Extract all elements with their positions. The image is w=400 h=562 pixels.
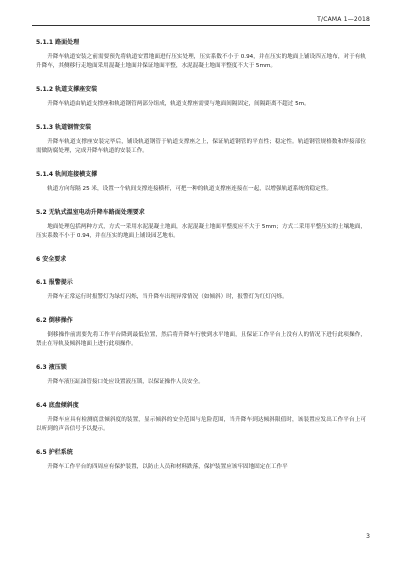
section-paragraph: 地面处理包括两种方式，方式一采用水泥混凝土地面，水泥混凝土地面平整度应不大于 5mm；方式二采用平整压实的土壤地面，压实系数不小于 0.94，并在压实的地面上铺设园艺地布。: [36, 224, 366, 239]
section: [36, 448, 366, 472]
section-heading: 6.5 护栏系统: [36, 449, 73, 456]
header-rule: [32, 25, 370, 26]
section: [36, 123, 366, 156]
section-heading: 5.1.4 轨间连接横支撑: [36, 171, 98, 178]
section-paragraph: 升降车应具有检测底盘倾斜度的装置，显示倾斜的安全范围与危险范围，当升降车到达倾斜限值时，该装置应发出工作平台上可以听到的声音信号予以提示。: [36, 417, 366, 432]
section-paragraph: 升降车工作平台的四周应有保护装置，以防止人员和材料跌落，保护装置应该牢固地固定在工作平: [47, 464, 288, 470]
section: [36, 316, 366, 349]
section: [36, 401, 366, 434]
section: [36, 278, 366, 302]
section-heading: 6.2 倒移操作: [36, 317, 73, 324]
section-heading: 6.4 底盘倾斜度: [36, 402, 79, 409]
section-paragraph: 升降车正常运行时报警灯为绿灯闪烁，当升降车出现异常情况（如倾斜）时，报警灯为红灯闪烁。: [47, 294, 288, 300]
section-heading: 5.1.3 轨道钢管安装: [36, 124, 92, 131]
section: [36, 255, 366, 264]
section-heading: 5.2 无轨式温室电动升降车路面处理要求: [36, 209, 145, 216]
section-paragraph: 升降车液压缸油管接口处应设置液压锁，以保证操作人员安全。: [47, 379, 204, 385]
section-paragraph: 升降车轨道支撑座安装完毕后，铺设轨道钢管于轨道支撑座之上，保证轨道钢管的平直性；稳定性。轨道钢管规格数和焊接部位需做防腐处理，完成升降车轨道的安装工作。: [36, 139, 366, 154]
section: [36, 85, 366, 109]
page-number: 3: [366, 533, 370, 540]
section: [36, 363, 366, 387]
section: [36, 38, 366, 71]
document-code: T/CAMA 1—2018: [317, 16, 370, 23]
section-heading: 6.3 液压锁: [36, 364, 67, 371]
section-heading: 6.1 报警提示: [36, 279, 73, 286]
section-paragraph: 倒移操作前需要先将工作平台降到最低位置，然后将升降车行驶到水平地面，且保证工作平台上没有人的情况下进行此项操作，禁止在导轨及倾斜地面上进行此项操作。: [36, 332, 366, 347]
document-body: [36, 38, 366, 486]
section: [36, 208, 366, 241]
section-heading: 5.1.2 轨道支撑座安装: [36, 86, 98, 93]
section-heading: 5.1.1 路面处理: [36, 39, 80, 46]
section: [36, 170, 366, 194]
section-paragraph: 轨道方向每隔 25 米，设置一个轨间支撑连接横杆，可把一种的轨道支撑座连接在一起，以增强轨道系统的稳定性。: [47, 186, 332, 192]
section-heading: 6 安全要求: [36, 256, 67, 263]
section-paragraph: 升降车轨道由轨道支撑座和轨道钢管两部分组成，轨道支撑座需要与地面间隔固定，间隔距离不超过 5m。: [47, 101, 310, 107]
section-paragraph: 升降车轨道安装之前需要预先将轨道安置地面进行压实处理，压实系数不小于 0.94，并在压实的地面上铺设四五地布，对于有轨升降车，其侧移行走地面采用混凝土地面并保证地面平整，水泥混凝土地面平整度不大于 5mm。: [36, 54, 366, 69]
